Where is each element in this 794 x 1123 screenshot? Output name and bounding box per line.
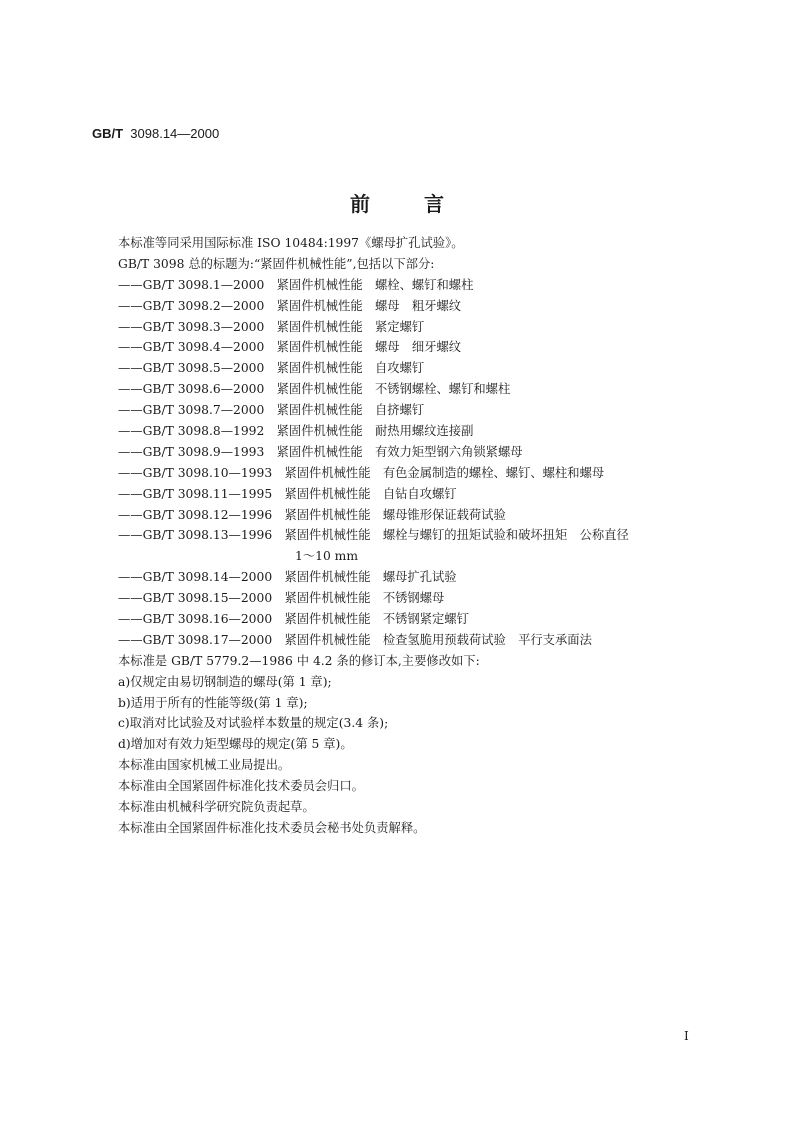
text-line: b)适用于所有的性能等级(第 1 章); bbox=[118, 695, 308, 710]
list-item: ——GB/T 3098.14—2000 紧固件机械性能 螺母扩孔试验 bbox=[118, 570, 457, 585]
page-title: 前言 bbox=[350, 192, 498, 216]
list-item: ——GB/T 3098.5—2000 紧固件机械性能 自攻螺钉 bbox=[118, 361, 425, 376]
list-item: ——GB/T 3098.2—2000 紧固件机械性能 螺母 粗牙螺纹 bbox=[118, 298, 462, 313]
list-item: ——GB/T 3098.9—1993 紧固件机械性能 有效力矩型钢六角锁紧螺母 bbox=[118, 444, 523, 459]
text-line: 本标准由全国紧固件标准化技术委员会归口。 bbox=[118, 779, 364, 794]
text-line: 本标准等同采用国际标准 ISO 10484:1997《螺母扩孔试验》。 bbox=[118, 236, 464, 250]
text-line: 本标准由国家机械工业局提出。 bbox=[118, 758, 291, 773]
text-line: 本标准是 GB/T 5779.2—1986 中 4.2 条的修订本,主要修改如下: bbox=[118, 653, 480, 668]
text-line: 本标准由全国紧固件标准化技术委员会秘书处负责解释。 bbox=[118, 820, 426, 835]
text-line: d)增加对有效力矩型螺母的规定(第 5 章)。 bbox=[118, 737, 353, 752]
list-item: ——GB/T 3098.8—1992 紧固件机械性能 耐热用螺纹连接副 bbox=[118, 424, 474, 439]
text-line: GB/T 3098 总的标题为:“紧固件机械性能”,包括以下部分: bbox=[118, 256, 435, 271]
list-item: ——GB/T 3098.6—2000 紧固件机械性能 不锈钢螺栓、螺钉和螺柱 bbox=[118, 382, 511, 397]
list-item: ——GB/T 3098.10—1993 紧固件机械性能 有色金属制造的螺栓、螺钉、螺柱和螺母 bbox=[118, 465, 605, 480]
standard-number: 3098.14—2000 bbox=[130, 126, 220, 141]
list-item: ——GB/T 3098.12—1996 紧固件机械性能 螺母锥形保证载荷试验 bbox=[118, 507, 506, 522]
list-item: ——GB/T 3098.4—2000 紧固件机械性能 螺母 细牙螺纹 bbox=[118, 340, 462, 355]
page-number: I bbox=[684, 1029, 689, 1043]
text-line: 本标准由机械科学研究院负责起草。 bbox=[118, 800, 315, 815]
list-item: ——GB/T 3098.3—2000 紧固件机械性能 紧定螺钉 bbox=[118, 319, 425, 334]
list-item: ——GB/T 3098.17—2000 紧固件机械性能 检查氢脆用预载荷试验 平行支承面法 bbox=[118, 632, 592, 647]
standard-prefix: GB/T bbox=[92, 126, 124, 141]
text-line: c)取消对比试验及对试验样本数量的规定(3.4 条); bbox=[118, 716, 389, 731]
list-item: ——GB/T 3098.15—2000 紧固件机械性能 不锈钢螺母 bbox=[118, 591, 445, 606]
list-item: ——GB/T 3098.1—2000 紧固件机械性能 螺栓、螺钉和螺柱 bbox=[118, 277, 474, 292]
list-item: ——GB/T 3098.7—2000 紧固件机械性能 自挤螺钉 bbox=[118, 403, 425, 418]
list-item: ——GB/T 3098.16—2000 紧固件机械性能 不锈钢紧定螺钉 bbox=[118, 612, 469, 627]
standard-header bbox=[92, 126, 219, 141]
list-item: ——GB/T 3098.11—1995 紧固件机械性能 自钻自攻螺钉 bbox=[118, 486, 457, 501]
list-item-continuation: 1～10 mm bbox=[295, 549, 358, 564]
foreword-body bbox=[118, 233, 718, 839]
text-line: a)仅规定由易切钢制造的螺母(第 1 章); bbox=[118, 674, 332, 689]
list-item: ——GB/T 3098.13—1996 紧固件机械性能 螺栓与螺钉的扭矩试验和破坏扭矩 公称直径 bbox=[118, 528, 629, 543]
